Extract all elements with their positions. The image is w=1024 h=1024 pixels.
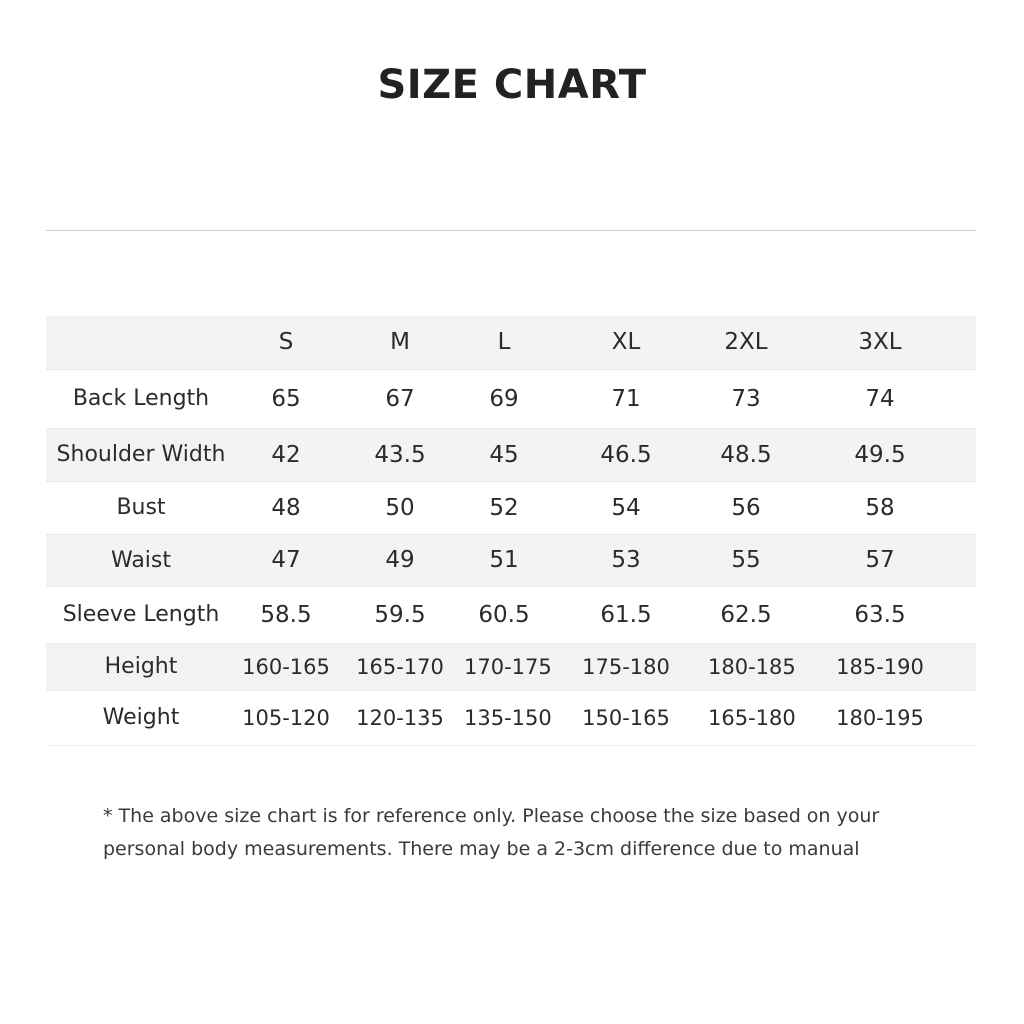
table-cell: 56 [731, 494, 761, 521]
table-cell: 180-195 [836, 705, 924, 730]
divider [46, 230, 976, 231]
table-cell: 61.5 [600, 601, 652, 628]
table-cell: 120-135 [356, 705, 444, 730]
table-cell: 53 [611, 547, 641, 573]
table-cell: 45 [489, 441, 519, 468]
table-cell: 180-185 [708, 654, 796, 679]
row-label: Waist [110, 547, 172, 573]
table-cell: 165-170 [356, 654, 444, 679]
table-row-bust [46, 481, 976, 534]
size-header-m: M [390, 329, 410, 356]
table-cell: 160-165 [242, 654, 330, 679]
row-label: Sleeve Length [62, 602, 220, 627]
table-cell: 63.5 [854, 601, 906, 628]
table-cell: 49.5 [854, 441, 906, 468]
table-cell: 48 [271, 494, 301, 521]
size-header-l: L [497, 329, 511, 356]
table-cell: 71 [611, 385, 641, 412]
footnote-line-2: personal body measurements. There may be a 2-3cm difference due to manual [103, 838, 860, 860]
table-cell: 43.5 [374, 441, 426, 468]
table-cell: 170-175 [464, 654, 552, 679]
size-header-3xl: 3XL [858, 329, 902, 356]
row-label: Shoulder Width [56, 442, 226, 467]
row-label: Height [104, 654, 178, 679]
size-header-2xl: 2XL [724, 329, 768, 356]
table-cell: 48.5 [720, 441, 772, 468]
table-cell: 54 [611, 494, 641, 521]
row-label: Back Length [72, 386, 210, 411]
table-cell: 58.5 [260, 601, 312, 628]
table-row-height [46, 643, 976, 690]
table-cell: 73 [731, 385, 761, 412]
page-title: SIZE CHART [377, 62, 647, 108]
footnote-line-1: * The above size chart is for reference only. Please choose the size based on your [103, 805, 880, 827]
table-row-waist [46, 534, 976, 586]
table-cell: 74 [865, 385, 895, 412]
header-corner-cell [46, 316, 236, 369]
table-cell: 51 [489, 547, 519, 573]
table-cell: 52 [489, 494, 519, 521]
footnote [103, 800, 943, 866]
table-cell: 49 [385, 547, 415, 573]
table-cell: 65 [271, 385, 301, 412]
table-cell: 165-180 [708, 705, 796, 730]
table-cell: 62.5 [720, 601, 772, 628]
table-cell: 60.5 [478, 601, 530, 628]
table-header-row [46, 316, 976, 369]
table-cell: 57 [865, 547, 895, 573]
size-header-xl: XL [611, 329, 641, 356]
table-cell: 135-150 [464, 705, 552, 730]
row-label: Bust [116, 495, 166, 520]
table-row-sleeve-length [46, 586, 976, 643]
table-row-weight [46, 690, 976, 745]
size-header-s: S [278, 329, 294, 356]
table-cell: 175-180 [582, 654, 670, 679]
table-cell: 47 [271, 547, 301, 573]
table-cell: 185-190 [836, 654, 924, 679]
size-table [46, 316, 976, 746]
table-cell: 67 [385, 385, 415, 412]
table-cell: 55 [731, 547, 761, 573]
table-cell: 59.5 [374, 601, 426, 628]
table-cell: 50 [385, 494, 415, 521]
table-cell: 105-120 [242, 705, 330, 730]
table-cell: 58 [865, 494, 895, 521]
table-cell: 150-165 [582, 705, 670, 730]
row-label: Weight [102, 705, 180, 730]
table-row-back-length [46, 369, 976, 428]
table-cell: 69 [489, 385, 519, 412]
table-cell: 42 [271, 441, 301, 468]
table-cell: 46.5 [600, 441, 652, 468]
table-row-shoulder-width [46, 428, 976, 481]
